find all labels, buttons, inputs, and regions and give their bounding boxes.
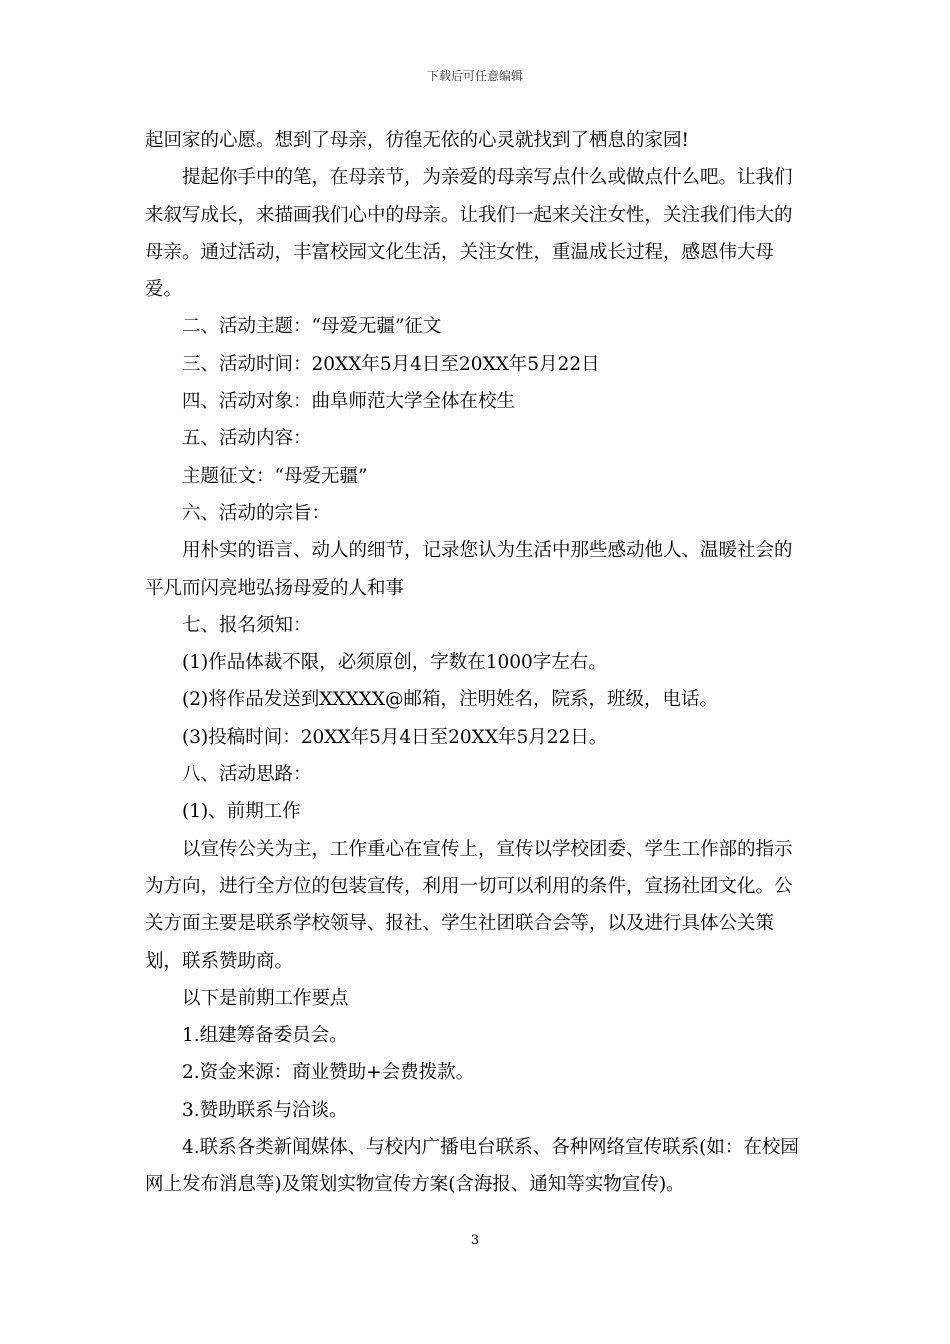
content-topic: 主题征文：“母爱无疆”: [182, 465, 368, 487]
registration-item-3: (3)投稿时间：20XX年5月4日至20XX年5月22日。: [182, 726, 608, 748]
section-content: 五、活动内容：: [182, 428, 312, 450]
section-theme: 二、活动主题：“母爱无疆”征文: [182, 316, 442, 338]
key-point-1: 1.组建筹备委员会。: [182, 1025, 348, 1047]
key-point-4: 4.联系各类新闻媒体、与校内广播电台联系、各种网络宣传联系(如：在校园网上发布消息等)及策划实物宣传方案(含海报、通知等实物宣传)。: [145, 1137, 799, 1196]
registration-item-2: (2)将作品发送到XXXXX@邮箱，注明姓名，院系，班级，电话。: [182, 689, 719, 711]
section-approach: 八、活动思路：: [182, 764, 312, 786]
registration-item-1: (1)作品体裁不限，必须原创，字数在1000字左右。: [182, 652, 607, 674]
paragraph-intro: 提起你手中的笔，在母亲节，为亲爱的母亲写点什么或做点什么吧。让我们来叙写成长，来描画我们心中的母亲。让我们一起来关注女性，关注我们伟大的母亲。通过活动，丰富校园文化生活，关注女性，重温成长过程，感恩伟大母爱。: [145, 167, 793, 301]
paragraph-continuation: 起回家的心愿。想到了母亲，彷徨无依的心灵就找到了栖息的家园!: [145, 130, 689, 151]
page-number: 3: [470, 1233, 480, 1248]
section-time: 三、活动时间：20XX年5月4日至20XX年5月22日: [182, 353, 600, 375]
section-registration: 七、报名须知：: [182, 614, 312, 636]
document-body: [145, 122, 809, 1204]
key-point-2: 2.资金来源：商业赞助+会费拨款。: [182, 1062, 475, 1084]
section-audience: 四、活动对象：曲阜师范大学全体在校生: [182, 391, 516, 413]
approach-text: 以宣传公关为主，工作重心在宣传上，宣传以学校团委、学生工作部的指示为方向，进行全方位的包装宣传，利用一切可以利用的条件，宣扬社团文化。公关方面主要是联系学校领导、报社、学生社团联合会等，以及进行具体公关策划，联系赞助商。: [145, 838, 793, 972]
purpose-text: 用朴实的语言、动人的细节，记录您认为生活中那些感动他人、温暖社会的平凡而闪亮地弘扬母爱的人和事: [145, 540, 793, 599]
page-header: 下载后可任意编辑: [426, 69, 523, 83]
section-purpose: 六、活动的宗旨：: [182, 502, 331, 524]
key-point-3: 3.赞助联系与洽谈。: [182, 1099, 348, 1121]
key-points-heading: 以下是前期工作要点: [182, 987, 349, 1009]
approach-subheading: (1)、前期工作: [182, 801, 301, 823]
